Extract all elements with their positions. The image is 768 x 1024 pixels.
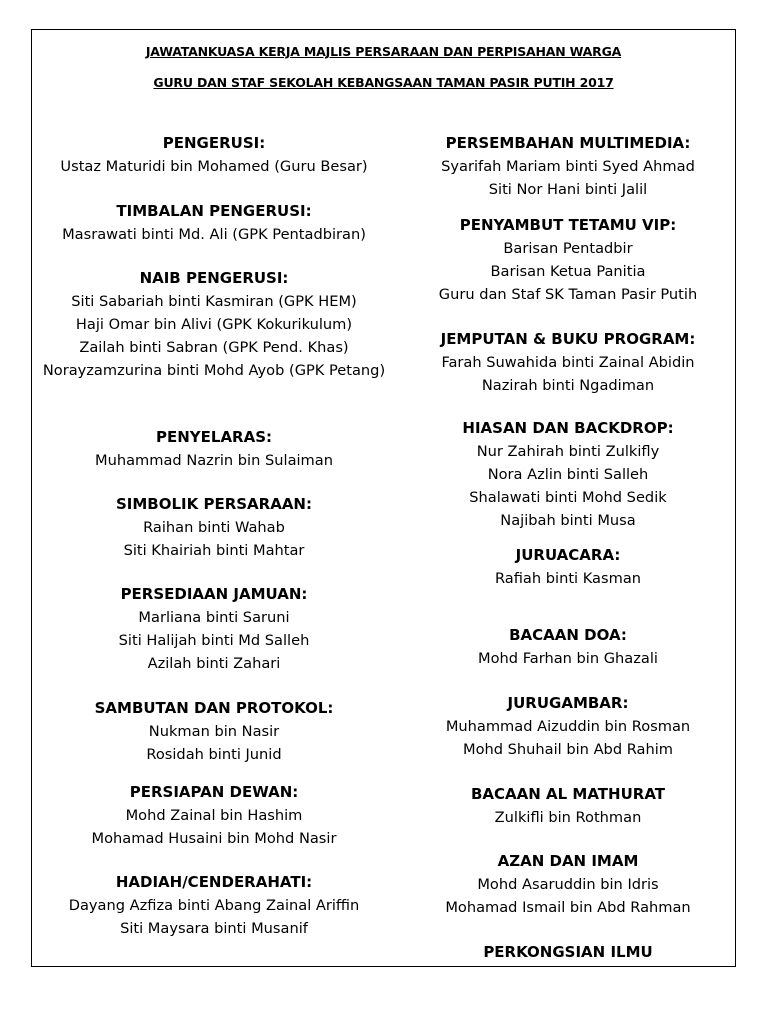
section-heading: JEMPUTAN & BUKU PROGRAM:: [440, 330, 696, 348]
section-heading: PERSEDIAAN JAMUAN:: [120, 585, 308, 603]
member-name: Siti Halijah binti Md Salleh: [118, 632, 310, 649]
section-heading: BACAAN AL MATHURAT: [471, 785, 665, 803]
member-name: Shalawati binti Mohd Sedik: [469, 489, 667, 506]
member-name: Ustaz Maturidi bin Mohamed (Guru Besar): [60, 158, 368, 175]
section-heading: PENYAMBUT TETAMU VIP:: [459, 216, 677, 234]
member-name: Nur Zahirah binti Zulkifly: [476, 443, 660, 460]
committee-section: [38, 583, 390, 675]
member-name: Barisan Pentadbir: [503, 240, 633, 257]
member-name: Mohamad Ismail bin Abd Rahman: [445, 899, 691, 916]
member-name: Siti Nor Hani binti Jalil: [488, 181, 648, 198]
committee-section: [408, 850, 728, 919]
member-name: Norayzamzurina binti Mohd Ayob (GPK Petang): [42, 362, 386, 379]
member-name: Masrawati binti Md. Ali (GPK Pentadbiran): [62, 226, 366, 243]
document-title-line-2: GURU DAN STAF SEKOLAH KEBANGSAAN TAMAN PASIR PUTIH 2017: [153, 75, 614, 90]
member-name: Guru dan Staf SK Taman Pasir Putih: [438, 286, 698, 303]
section-heading: PERSEMBAHAN MULTIMEDIA:: [445, 134, 691, 152]
committee-section: [408, 692, 728, 761]
committee-section: [38, 697, 390, 766]
section-heading: SAMBUTAN DAN PROTOKOL:: [94, 699, 334, 717]
member-name: Farah Suwahida binti Zainal Abidin: [441, 354, 695, 371]
committee-section: [38, 781, 390, 850]
committee-section: [408, 214, 728, 306]
member-name: Zulkifli bin Rothman: [494, 809, 642, 826]
member-name: Nukman bin Nasir: [148, 723, 280, 740]
section-heading: PENGERUSI:: [162, 134, 266, 152]
member-name: Mohd Shuhail bin Abd Rahim: [462, 741, 673, 758]
section-heading: PERKONGSIAN ILMU: [483, 943, 653, 961]
member-name: Mohd Zainal bin Hashim: [125, 807, 303, 824]
section-heading: HADIAH/CENDERAHATI:: [115, 873, 313, 891]
member-name: Siti Khairiah binti Mahtar: [123, 542, 305, 559]
member-name: Mohamad Husaini bin Mohd Nasir: [91, 830, 337, 847]
member-name: Najibah binti Musa: [500, 512, 636, 529]
committee-section: [408, 328, 728, 397]
member-name: Muhammad Nazrin bin Sulaiman: [95, 452, 333, 469]
member-name: Rosidah binti Junid: [146, 746, 282, 763]
committee-section: [408, 941, 728, 964]
committee-section: [408, 417, 728, 532]
committee-section: [38, 493, 390, 562]
member-name: Nazirah binti Ngadiman: [481, 377, 655, 394]
member-name: Nora Azlin binti Salleh: [487, 466, 649, 483]
committee-section: [38, 871, 390, 940]
member-name: Syarifah Mariam binti Syed Ahmad: [441, 158, 695, 175]
section-heading: AZAN DAN IMAM: [497, 852, 639, 870]
member-name: Rafiah binti Kasman: [494, 570, 642, 587]
section-heading: NAIB PENGERUSI:: [139, 269, 289, 287]
committee-section: [408, 544, 728, 590]
committee-section: [38, 267, 390, 382]
section-heading: TIMBALAN PENGERUSI:: [116, 202, 312, 220]
section-heading: PERSIAPAN DEWAN:: [129, 783, 299, 801]
member-name: Siti Maysara binti Musanif: [120, 920, 308, 937]
member-name: Raihan binti Wahab: [143, 519, 285, 536]
section-heading: PENYELARAS:: [155, 428, 273, 446]
section-heading: SIMBOLIK PERSARAAN:: [115, 495, 312, 513]
committee-section: [408, 132, 728, 201]
committee-section: [408, 783, 728, 829]
member-name: Dayang Azfiza binti Abang Zainal Ariffin: [68, 897, 360, 914]
member-name: Zailah binti Sabran (GPK Pend. Khas): [79, 339, 349, 356]
section-heading: BACAAN DOA:: [509, 626, 627, 644]
member-name: Azilah binti Zahari: [147, 655, 281, 672]
member-name: Haji Omar bin Alivi (GPK Kokurikulum): [75, 316, 353, 333]
committee-section: [38, 200, 390, 246]
committee-section: [38, 426, 390, 472]
member-name: Siti Sabariah binti Kasmiran (GPK HEM): [71, 293, 357, 310]
member-name: Marliana binti Saruni: [138, 609, 290, 626]
member-name: Muhammad Aizuddin bin Rosman: [445, 718, 691, 735]
member-name: Mohd Asaruddin bin Idris: [477, 876, 659, 893]
committee-section: [38, 132, 390, 178]
section-heading: JURUGAMBAR:: [507, 694, 629, 712]
section-heading: HIASAN DAN BACKDROP:: [462, 419, 674, 437]
committee-section: [408, 624, 728, 670]
member-name: Barisan Ketua Panitia: [490, 263, 646, 280]
section-heading: JURUACARA:: [515, 546, 621, 564]
document-title-line-1: JAWATANKUASA KERJA MAJLIS PERSARAAN DAN PERPISAHAN WARGA: [145, 44, 622, 59]
member-name: Mohd Farhan bin Ghazali: [478, 650, 658, 667]
